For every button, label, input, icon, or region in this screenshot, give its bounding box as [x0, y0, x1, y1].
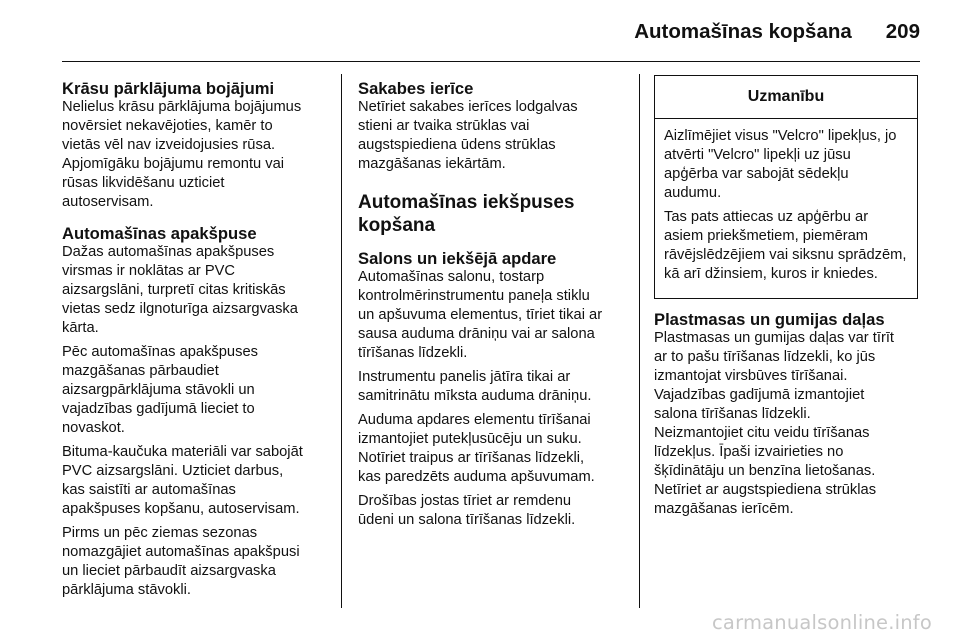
text-line: kas saistīti ar automašīnas	[62, 482, 236, 498]
page-header	[634, 20, 920, 48]
text-line: līdzekļus. Īpaši izvairieties no	[654, 444, 844, 460]
text-line: aizsargslāni, turpretī citas kritiskās	[62, 282, 286, 298]
text-line: rāvējslēdzējiem vai siksnu	[664, 247, 834, 263]
text-line: Tas pats attiecas uz apģērbu ar	[664, 209, 869, 225]
text-line: mazgāšanas ierīcēm.	[654, 501, 794, 517]
text-line: un lieciet pārbaudīt aizsargvaska	[62, 563, 276, 579]
text-line: sausa auduma drāniņu vai ar salona	[358, 326, 595, 342]
text-line: apģērba var sabojāt sēdekļu	[664, 166, 849, 182]
text-line: audumu.	[664, 185, 722, 201]
caution-title: Uzmanību	[655, 76, 917, 119]
text-line: kas paredzēts auduma apšuvumam.	[358, 469, 595, 485]
page-number: 209	[885, 20, 920, 43]
column-divider-2	[639, 74, 640, 608]
text-line: ar to pašu tīrīšanas līdzekli, ko jūs	[654, 349, 876, 365]
text-line: virsmas ir noklātas ar PVC	[62, 263, 236, 279]
paragraph	[358, 492, 632, 530]
paragraph	[664, 208, 908, 284]
text-line: Automašīnas salonu, tostarp	[358, 269, 545, 285]
column-divider-1	[341, 74, 342, 608]
text-line: Neizmantojiet citu veidu tīrīšanas	[654, 425, 870, 441]
text-line: tīrīšanas līdzekli.	[358, 345, 468, 361]
text-line: Vajadzības gadījumā izmantojiet	[654, 387, 865, 403]
text-line: pārklājuma stāvokli.	[62, 582, 191, 598]
text-line: vajadzības gadījumā lieciet to	[62, 401, 255, 417]
heading-towbar: Sakabes ierīce	[358, 79, 474, 98]
text-line: apakšpuses kopšanu, autoservisam.	[62, 501, 300, 517]
paragraph	[62, 243, 334, 338]
text-line: Bituma-kaučuka materiāli var sabojāt	[62, 444, 303, 460]
text-line: kārta.	[62, 320, 99, 336]
caution-notice-box	[654, 75, 918, 299]
text-line: sprādzēm, kā arī džinsiem, kuros	[664, 247, 907, 282]
text-line: un apšuvuma elementus, tīriet tikai ar	[358, 307, 603, 323]
text-line: Netīriet sakabes ierīces lodgalvas	[358, 99, 578, 115]
column-3	[654, 310, 924, 519]
text-line: rūsas likvidēšanu uzticiet	[62, 175, 225, 191]
heading-underbody: Automašīnas apakšpuse	[62, 224, 257, 243]
heading-plastic-rubber: Plastmasas un gumijas daļas	[654, 310, 885, 329]
text-line: stieni ar tvaika strūklas vai	[358, 118, 530, 134]
text-line: Pēc automašīnas apakšpuses	[62, 344, 258, 360]
text-line: vietās vēl nav izveidojusies rūsa.	[62, 137, 276, 153]
text-line: Nelielus krāsu pārklājuma bojājumus	[62, 99, 302, 115]
paragraph	[358, 268, 632, 363]
text-line: Pirms un pēc ziemas sezonas	[62, 525, 258, 541]
paragraph	[664, 127, 908, 203]
text-line: Dažas automašīnas apakšpuses	[62, 244, 275, 260]
text-line: nomazgājiet automašīnas apakšpusi	[62, 544, 300, 560]
text-line: mazgāšanas pārbaudiet	[62, 363, 219, 379]
text-line: aizsargpārklājuma stāvokli un	[62, 382, 255, 398]
text-line: kontrolmērinstrumentu paneļa stiklu	[358, 288, 590, 304]
text-line: Notīriet traipus ar tīrīšanas līdzekli,	[358, 450, 585, 466]
text-line: Apjomīgāku bojājumu remontu vai	[62, 156, 285, 172]
text-line: asiem priekšmetiem, piemēram	[664, 228, 869, 244]
header-rule	[62, 61, 920, 62]
heading-paint-damage: Krāsu pārklājuma bojājumi	[62, 79, 275, 98]
column-2	[358, 79, 632, 530]
heading-interior-care	[358, 191, 632, 237]
text-line: Auduma apdares elementu tīrīšanai	[358, 412, 591, 428]
heading-line: Automašīnas iekšpuses	[358, 192, 575, 213]
text-line: novērsiet nekavējoties, kamēr to	[62, 118, 273, 134]
heading-interior-trim: Salons un iekšējā apdare	[358, 249, 557, 268]
text-line: ūdeni un salona tīrīšanas līdzekli.	[358, 512, 576, 528]
paragraph	[358, 98, 632, 174]
column-1	[62, 79, 334, 600]
text-line: Instrumentu panelis jātīra tikai ar	[358, 369, 571, 385]
text-line: izmantojiet putekļusūcēju un suku.	[358, 431, 582, 447]
paragraph	[654, 329, 924, 519]
text-line: mazgāšanas iekārtām.	[358, 156, 506, 172]
paragraph	[358, 411, 632, 487]
paragraph	[62, 443, 334, 519]
chapter-title: Automašīnas kopšana	[634, 20, 852, 43]
text-line: PVC aizsargslāni. Uzticiet darbus,	[62, 463, 284, 479]
text-line: autoservisam.	[62, 194, 154, 210]
text-line: Aizlīmējiet visus "Velcro" lipekļus,	[664, 128, 881, 144]
text-line: Netīriet ar augstspiediena strūklas	[654, 482, 877, 498]
text-line: šķīdinātāju un benzīna lietošanas.	[654, 463, 876, 479]
text-line: vietas sedz ilgnoturīga aizsargvaska	[62, 301, 298, 317]
text-line: salona tīrīšanas līdzekli.	[654, 406, 811, 422]
text-line: novaskot.	[62, 420, 125, 436]
text-line: izmantojat virsbūves tīrīšanai.	[654, 368, 848, 384]
text-line: jo atvērti "Velcro" lipekļi uz jūsu	[664, 128, 897, 163]
text-line: Drošības jostas tīriet ar remdenu	[358, 493, 572, 509]
paragraph	[62, 524, 334, 600]
text-line: Plastmasas un gumijas daļas var tīrīt	[654, 330, 894, 346]
paragraph	[358, 368, 632, 406]
heading-line: kopšana	[358, 215, 436, 236]
paragraph	[62, 343, 334, 438]
paragraph	[62, 98, 334, 212]
watermark-text: carmanualsonline.info	[712, 611, 932, 634]
text-line: ir kniedes.	[810, 266, 878, 282]
text-line: augstspiediena ūdens strūklas	[358, 137, 556, 153]
text-line: samitrinātu mīksta auduma drāniņu.	[358, 388, 592, 404]
